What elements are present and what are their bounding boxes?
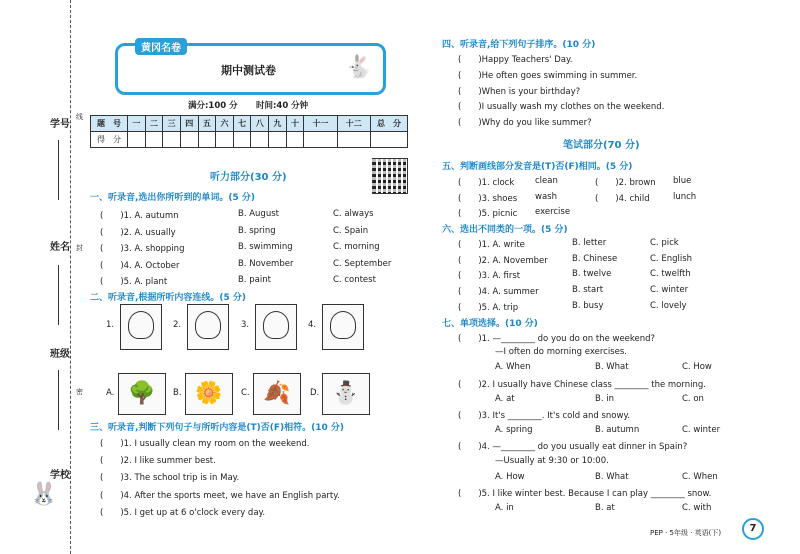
option-c: C. September — [333, 258, 392, 269]
score-head-cell: 六 — [216, 116, 234, 132]
school-label: 学校 — [50, 470, 70, 481]
mc-answer-line: —I often do morning exercises. — [495, 347, 627, 357]
score-head-cell: 十 — [286, 116, 304, 132]
score-head-cell: 题 号 — [91, 116, 128, 132]
time-limit: 时间:40 分钟 — [256, 101, 309, 111]
score-input-cell[interactable] — [371, 132, 408, 148]
match-letter: C. — [241, 388, 250, 398]
phonics-word: ( )1. clock — [458, 178, 515, 188]
mc-option: A. at — [495, 394, 515, 404]
option-b: B. Chinese — [572, 253, 618, 264]
score-table — [90, 115, 408, 148]
phonics-word: ( )4. child — [595, 193, 650, 204]
option-c: C. Spain — [333, 225, 369, 236]
binding-dashed-line — [70, 0, 71, 554]
person-picture — [187, 304, 229, 350]
mc-option: A. spring — [495, 425, 533, 435]
order-sentence: ( )When is your birthday? — [458, 86, 581, 97]
option-b: B. start — [572, 285, 604, 296]
phonics-word: wash — [535, 191, 557, 202]
section7-heading: 七、单项选择。(10 分) — [442, 319, 538, 329]
section4-heading: 四、听录音,给下列句子排序。(10 分) — [442, 40, 596, 50]
score-head-cell: 九 — [269, 116, 287, 132]
odd-one-row: ( )5. A. trip — [458, 302, 519, 313]
mc-option: C. on — [682, 394, 704, 404]
score-input-cell[interactable] — [216, 132, 234, 148]
page-title: 期中测试卷 — [221, 64, 276, 77]
mc-answer-line: —Usually at 9:30 or 10:00. — [495, 456, 609, 466]
mc-option: C. with — [682, 503, 712, 513]
option-c: C. lovely — [650, 300, 687, 311]
tf-sentence: ( )1. I usually clean my room on the weekend. — [100, 439, 310, 449]
odd-one-row: ( )2. A. November — [458, 255, 548, 266]
match-number: 1. — [106, 320, 115, 330]
person-picture — [120, 304, 162, 350]
section6-heading: 六、选出不同类的一项。(5 分) — [442, 225, 568, 235]
option-c: C. morning — [333, 242, 380, 252]
choice-question-row: ( )4. A. October — [100, 260, 180, 271]
score-input-cell[interactable] — [269, 132, 287, 148]
score-head-cell: 四 — [180, 116, 198, 132]
tf-sentence: ( )4. After the sports meet, we have an English party. — [100, 490, 340, 501]
student-no-field-line — [58, 140, 59, 200]
mc-option: B. in — [595, 394, 614, 404]
score-head-cell: 七 — [233, 116, 251, 132]
option-b: B. busy — [572, 300, 604, 311]
match-letter: A. — [106, 388, 115, 398]
option-b: B. August — [238, 209, 279, 219]
margin-mi-char: 密 — [76, 388, 83, 396]
score-input-cell[interactable] — [304, 132, 337, 148]
option-c: C. twelfth — [650, 269, 691, 280]
mc-option: B. autumn — [595, 425, 640, 435]
score-head-cell: 总 分 — [371, 116, 408, 132]
person-picture — [255, 304, 297, 350]
footer-text: PEP · 5年级 · 英语(下) — [650, 529, 722, 537]
score-input-cell[interactable] — [128, 132, 146, 148]
option-b: B. twelve — [572, 269, 612, 280]
phonics-word: exercise — [535, 207, 571, 217]
choice-question-row: ( )5. A. plant — [100, 277, 168, 287]
score-head-cell: 一 — [128, 116, 146, 132]
option-c: C. always — [333, 209, 374, 219]
score-head-cell: 二 — [145, 116, 163, 132]
tf-sentence: ( )2. I like summer best. — [100, 456, 216, 467]
flower-scene-icon: 🌼 — [185, 373, 233, 415]
full-score: 满分:100 分 — [188, 101, 238, 111]
brand-logo: 黄冈名卷 — [135, 38, 187, 55]
score-input-cell[interactable] — [286, 132, 304, 148]
option-c: C. pick — [650, 238, 679, 248]
order-sentence: ( )Happy Teachers' Day. — [458, 55, 573, 65]
odd-one-row: ( )3. A. first — [458, 271, 521, 282]
mc-option: B. What — [595, 472, 629, 482]
phonics-word: ( )2. brown — [595, 178, 656, 188]
score-head-cell: 五 — [198, 116, 216, 132]
score-input-cell[interactable] — [163, 132, 181, 148]
option-c: C. winter — [650, 285, 689, 296]
phonics-word: clean — [535, 176, 558, 186]
mc-option: B. at — [595, 503, 615, 513]
mc-question: ( )4. —________ do you usually eat dinner in Spain? — [458, 442, 688, 452]
mc-question: ( )2. I usually have Chinese class ________ the morning. — [458, 380, 706, 390]
section3-heading: 三、听录音,判断下列句子与所听内容是(T)否(F)相符。(10 分) — [90, 423, 345, 433]
tf-sentence: ( )3. The school trip is in May. — [100, 473, 240, 484]
score-input-cell[interactable] — [180, 132, 198, 148]
student-no-label: 学号 — [50, 119, 70, 130]
listening-title: 听力部分(30 分) — [210, 172, 287, 183]
option-c: C. English — [650, 253, 693, 264]
class-label: 班级 — [50, 349, 70, 360]
rabbit-icon: 🐇 — [345, 55, 373, 80]
phonics-word: ( )5. picnic — [458, 209, 518, 219]
match-number: 2. — [173, 320, 182, 330]
score-row-label: 得 分 — [91, 132, 128, 148]
snowman-scene-icon: ⛄ — [322, 373, 370, 415]
leaves-scene-icon: 🍂 — [253, 373, 301, 415]
option-b: B. spring — [238, 225, 276, 236]
mc-option: A. in — [495, 503, 514, 513]
mc-option: C. winter — [682, 425, 721, 435]
qr-code-overlay — [372, 158, 406, 192]
name-field-line — [58, 265, 59, 325]
class-field-line — [58, 370, 59, 430]
odd-one-row: ( )4. A. summer — [458, 287, 539, 298]
choice-question-row: ( )1. A. autumn — [100, 211, 179, 221]
mc-question: ( )1. —________ do you do on the weekend? — [458, 334, 656, 344]
match-letter: B. — [173, 388, 182, 398]
choice-question-row: ( )3. A. shopping — [100, 244, 185, 254]
page-number: 7 — [742, 518, 764, 540]
choice-question-row: ( )2. A. usually — [100, 227, 176, 238]
order-sentence: ( )I usually wash my clothes on the weekend. — [458, 102, 665, 113]
name-label: 姓名 — [50, 242, 70, 253]
margin-line-char: 线 — [76, 113, 83, 121]
phonics-word: lunch — [673, 191, 697, 202]
mc-option: C. When — [682, 472, 718, 482]
section1-heading: 一、听录音,选出你所听到的单词。(5 分) — [90, 193, 256, 203]
option-b: B. swimming — [238, 242, 293, 252]
option-b: B. paint — [238, 275, 271, 285]
match-number: 3. — [241, 320, 250, 330]
mc-question: ( )3. It's ________. It's cold and snowy. — [458, 411, 630, 421]
phonics-word: blue — [673, 176, 692, 186]
option-b: B. November — [238, 258, 294, 269]
score-input-cell[interactable] — [233, 132, 251, 148]
score-input-cell[interactable] — [251, 132, 269, 148]
mc-option: A. When — [495, 362, 531, 372]
tree-scene-icon: 🌳 — [118, 373, 166, 415]
score-input-cell[interactable] — [198, 132, 216, 148]
score-input-cell[interactable] — [145, 132, 163, 148]
mc-option: B. What — [595, 362, 629, 372]
mascot-icon: 🐰 — [30, 482, 58, 507]
score-head-cell: 三 — [163, 116, 181, 132]
order-sentence: ( )He often goes swimming in summer. — [458, 70, 638, 81]
score-head-cell: 十一 — [304, 116, 337, 132]
person-picture — [322, 304, 364, 350]
score-head-cell: 八 — [251, 116, 269, 132]
score-input-cell[interactable] — [337, 132, 370, 148]
odd-one-row: ( )1. A. write — [458, 240, 525, 250]
section2-heading: 二、听录音,根据所听内容连线。(5 分) — [90, 293, 247, 303]
order-sentence: ( )Why do you like summer? — [458, 118, 592, 129]
match-letter: D. — [310, 388, 320, 398]
mc-option: A. How — [495, 472, 525, 482]
mc-option: C. How — [682, 362, 712, 372]
match-number: 4. — [308, 320, 317, 330]
written-title: 笔试部分(70 分) — [563, 140, 640, 151]
tf-sentence: ( )5. I get up at 6 o'clock every day. — [100, 507, 266, 518]
option-c: C. contest — [333, 275, 376, 285]
section5-heading: 五、判断画线部分发音是(T)否(F)相同。(5 分) — [442, 162, 633, 172]
option-b: B. letter — [572, 238, 607, 248]
mc-question: ( )5. I like winter best. Because I can play ________ snow. — [458, 489, 712, 499]
phonics-word: ( )3. shoes — [458, 193, 518, 204]
margin-seal-char: 封 — [76, 244, 83, 252]
score-head-cell: 十二 — [337, 116, 370, 132]
